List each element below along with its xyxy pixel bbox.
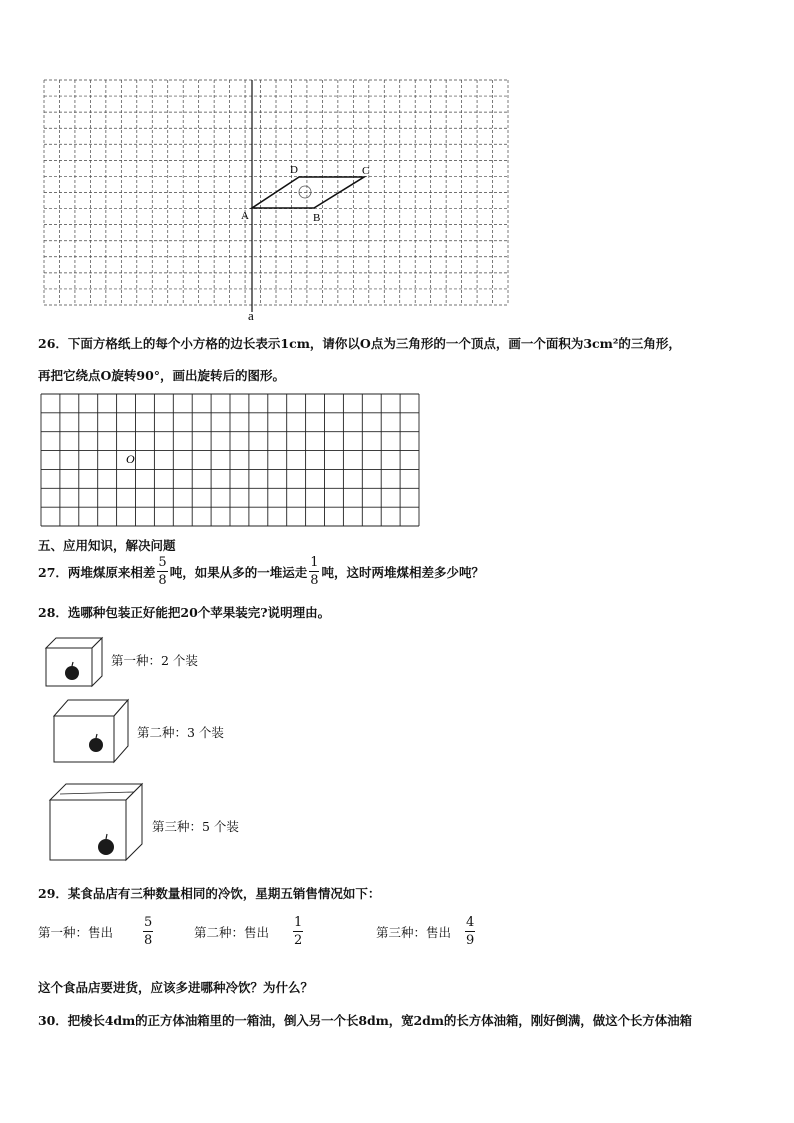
q28-text: 28．选哪种包装正好能把20个苹果装完?说明理由。: [38, 605, 331, 620]
q29-text: 29．某食品店有三种数量相同的冷饮，星期五销售情况如下：: [38, 886, 381, 901]
q26-line1: 26．下面方格纸上的每个小方格的边长表示1cm，请你以O点为三角形的一个顶点，画一个面积为3cm²的三角形，: [38, 336, 681, 351]
parallelogram-grid-figure: [0, 0, 794, 330]
axis-a-label: a: [248, 308, 254, 323]
q29-item-2-fraction: [293, 916, 303, 947]
apple-box-3: [48, 782, 146, 862]
q28-option-1: 第一种：2 个装: [111, 653, 198, 668]
q27-frac2-den: 8: [310, 573, 319, 588]
shape-number-circle: [299, 186, 311, 198]
q29-item-1: [38, 916, 155, 947]
point-d-label: D: [290, 164, 298, 176]
q30-text: 30．把棱长4dm的正方体油箱里的一箱油，倒入另一个长8dm，宽2dm的长方体油箱，刚好倒满，做这个长方体油箱: [38, 1013, 692, 1028]
q27-part2: 吨，如果从多的一堆运走: [169, 564, 308, 580]
q29-item-2-label: 第二种：售出: [194, 924, 270, 940]
q29-item-2-den: 2: [294, 933, 303, 948]
q29-item-2-num: 1: [294, 915, 303, 930]
q27-frac1-den: 8: [158, 573, 167, 588]
q27-fraction-1: [157, 556, 167, 587]
q29-item-3-fraction: [465, 916, 475, 947]
point-a-label: A: [241, 210, 249, 222]
apple-box-1: [44, 636, 106, 688]
rotation-grid-figure: [0, 385, 794, 535]
q27-frac2-num: 1: [310, 555, 319, 570]
q29-item-1-num: 5: [144, 915, 153, 930]
q29-item-3-label: 第三种：售出: [376, 924, 452, 940]
q29-question: 这个食品店要进货，应该多进哪种冷饮？为什么？: [38, 980, 314, 995]
q27-fraction-2: [309, 556, 319, 587]
q26-line2: 再把它绕点O旋转90°，画出旋转后的图形。: [38, 368, 286, 383]
q29-item-3-num: 4: [466, 915, 475, 930]
q27-frac1-num: 5: [158, 555, 167, 570]
q28-option-2: 第二种：3 个装: [137, 725, 224, 740]
solid-grid: [41, 394, 419, 526]
q29-item-2: [194, 916, 305, 947]
q29-item-1-den: 8: [144, 933, 153, 948]
point-b-label: B: [313, 212, 321, 224]
q27-part1: 27．两堆煤原来相差: [38, 564, 156, 580]
q27-part3: 吨，这时两堆煤相差多少吨？: [321, 564, 484, 580]
apple-box-2: [52, 698, 132, 764]
point-o-label: O: [126, 452, 135, 466]
section5-title: 五、应用知识，解决问题: [38, 538, 176, 553]
q29-item-1-fraction: [143, 916, 153, 947]
q28-option-3: 第三种：5 个装: [152, 819, 239, 834]
q27: [38, 556, 484, 587]
q29-item-1-label: 第一种：售出: [38, 924, 114, 940]
q29-item-3: [376, 916, 477, 947]
point-c-label: C: [362, 165, 370, 177]
q29-item-3-den: 9: [466, 933, 475, 948]
parallelogram-abcd: [252, 177, 364, 208]
